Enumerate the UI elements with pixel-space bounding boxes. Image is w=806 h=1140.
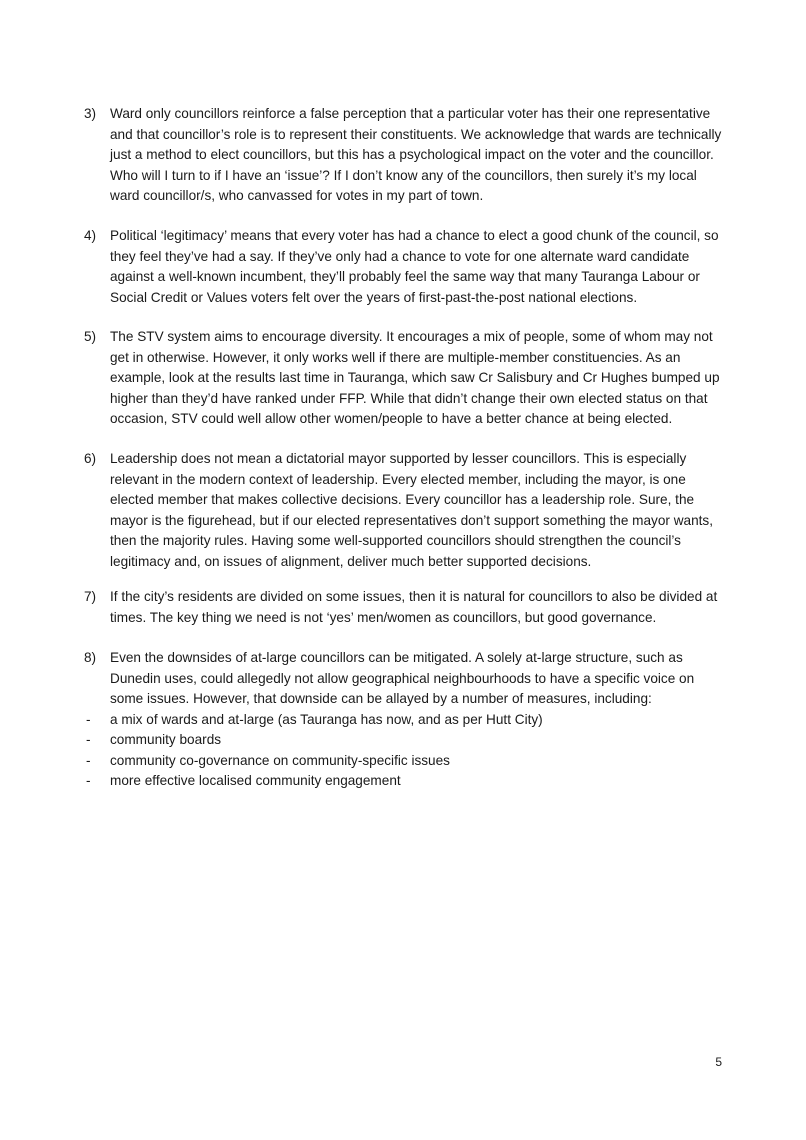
list-item-text: community boards — [110, 732, 222, 748]
list-item — [84, 710, 724, 730]
numbered-paragraph-5 — [84, 327, 724, 430]
paragraph-text: Leadership does not mean a dictatorial mayor supported by lesser councillors. This is especially relevant in the modern context of leadership. Every elected member, including the mayor, is one elected member that makes collective decisions. Every councillor has a leadership role. Sure, the mayor is the figurehead, but if our elected representatives don’t support something the mayor wants, then the majority rules. Having some well-supported councillors should strengthen the council’s legitimacy and, on issues of alignment, deliver much better supported decisions. — [110, 451, 713, 569]
paragraph-text: The STV system aims to encourage diversity. It encourages a mix of people, some of whom may not get in otherwise. However, it only works well if there are multiple-member constituencies. As an example, look at the results last time in Tauranga, which saw Cr Salisbury and Cr Hughes bumped up higher than they’d have ranked under FFP. While that didn’t change their own elected status on that occasion, STV could well allow other women/people to have a better chance at being elected. — [110, 329, 720, 427]
paragraph-text: Political ‘legitimacy’ means that every voter has had a chance to elect a good chunk of the council, so they feel they’ve had a say. If they’ve only had a chance to vote for one alternate ward candidate against a well-known incumbent, they’ll probably feel the same way that many Tauranga Labour or Social Credit or Values voters felt over the years of first-past-the-post national elections. — [110, 228, 719, 305]
numbered-paragraph-6 — [84, 449, 724, 573]
paragraph-text: Even the downsides of at-large councillors can be mitigated. A solely at-large structure, such as Dunedin uses, could allegedly not allow geographical neighbourhoods to have a specific voice on some issues. However, that downside can be allayed by a number of measures, including: — [110, 650, 695, 707]
list-item-text: community co-governance on community-specific issues — [110, 752, 450, 768]
paragraph-text: If the city’s residents are divided on some issues, then it is natural for councillors to also be divided at times. The key thing we need is not ‘yes’ men/women as councillors, but good governance. — [110, 589, 718, 625]
list-item-text: more effective localised community engagement — [110, 772, 401, 788]
paragraph-text: Ward only councillors reinforce a false perception that a particular voter has their one representative and that councillor’s role is to represent their constituents. We acknowledge that wards are technically just a method to elect councillors, but this has a psychological impact on the voter and the councillor. Who will I turn to if I have an ‘issue’? If I don’t know any of the councillors, then surely it’s my local ward councillor/s, who canvassed for votes in my part of town. — [110, 106, 722, 204]
list-marker: - — [86, 772, 91, 788]
numbered-paragraph-4 — [84, 226, 724, 308]
list-marker: - — [86, 752, 91, 768]
paragraph-number: 5) — [84, 329, 97, 344]
paragraph-number: 7) — [84, 589, 97, 604]
page-number: 5 — [715, 1055, 722, 1069]
measures-list — [84, 710, 724, 791]
paragraph-number: 8) — [84, 650, 97, 665]
list-item-text: a mix of wards and at-large (as Tauranga has now, and as per Hutt City) — [110, 712, 543, 727]
numbered-paragraph-7 — [84, 587, 724, 628]
list-marker: - — [86, 712, 91, 727]
numbered-paragraph-3 — [84, 104, 724, 207]
paragraph-number: 4) — [84, 228, 97, 243]
paragraph-number: 3) — [84, 106, 97, 121]
list-item — [84, 751, 724, 771]
list-item — [84, 730, 724, 750]
numbered-paragraph-8 — [84, 648, 724, 710]
list-item — [84, 771, 724, 791]
paragraph-number: 6) — [84, 451, 97, 466]
list-marker: - — [86, 732, 91, 748]
